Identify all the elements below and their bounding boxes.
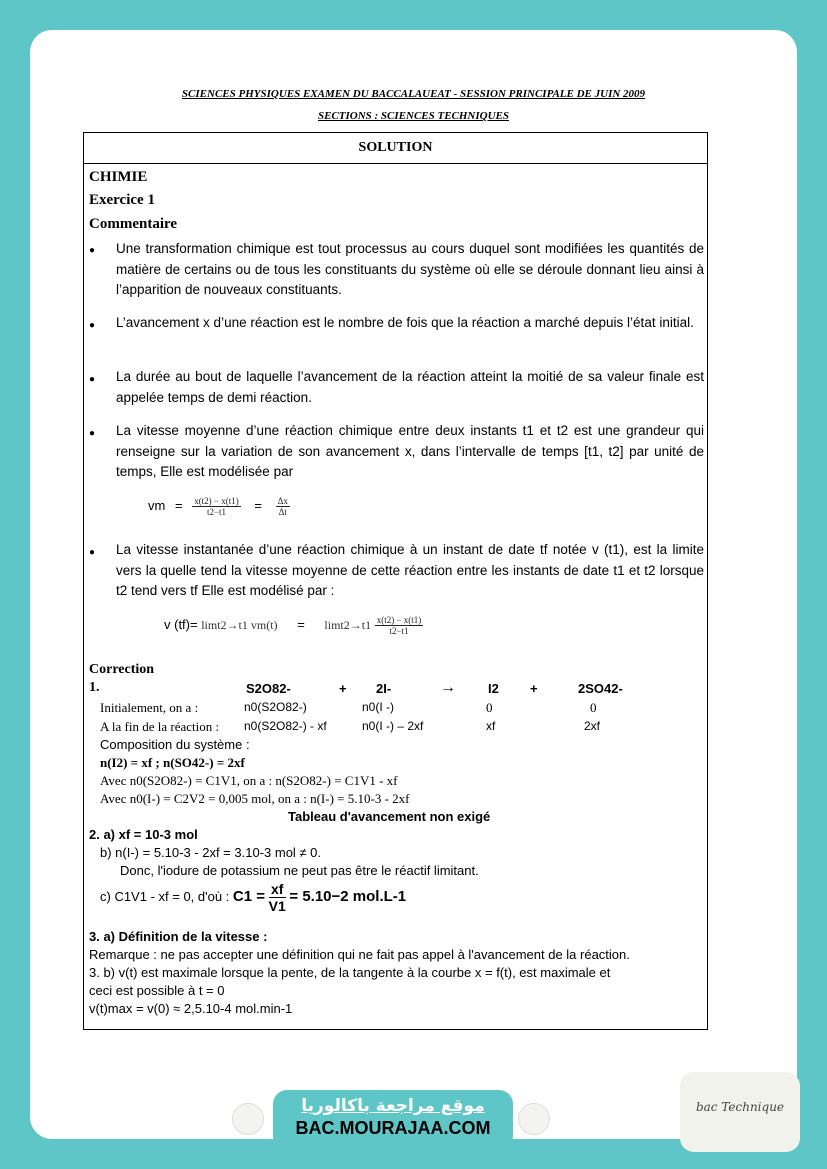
- bullet-dot: ●: [89, 245, 96, 256]
- exam-header: SCIENCES PHYSIQUES EXAMEN DU BACCALAUEAT - SESSION PRINCIPALE DE JUIN 2009: [181, 88, 646, 100]
- vm-den2: Δt: [278, 507, 287, 517]
- eq-arrow: →: [440, 679, 456, 696]
- q3b-line-3: v(t)max = v(0) ≈ 2,5.10-4 mol.min-1: [89, 1001, 293, 1016]
- composition-label: Composition du système :: [100, 737, 250, 752]
- q2c-den: V1: [268, 898, 286, 914]
- vm-num1: x(t2) − x(t1): [194, 496, 239, 506]
- footer-logo-left: [232, 1103, 264, 1135]
- bullet-3: La durée au bout de laquelle l’avancement de la réaction atteint la moitié de sa valeur finale est appelée temps de demi réaction.: [116, 369, 704, 405]
- bullet-dot: ●: [89, 374, 96, 385]
- fin-i: n0(I -) – 2xf: [362, 719, 424, 733]
- footer-banner[interactable]: [273, 1090, 513, 1150]
- init-label: Initialement, on a :: [100, 700, 199, 715]
- exercice-heading: Exercice 1: [89, 192, 155, 208]
- footer-logo-right: [518, 1103, 550, 1135]
- avec-line-1: Avec n0(S2O82-) = C1V1, on a : n(S2O82-) = C1V1 - xf: [100, 773, 398, 788]
- init-i: n0(I -): [362, 700, 395, 714]
- eq-plus2: +: [530, 681, 538, 696]
- eq-2i: 2I-: [376, 681, 392, 696]
- fin-i2: xf: [486, 719, 496, 733]
- init-i2: 0: [486, 700, 493, 715]
- vm-num2: Δx: [277, 496, 288, 506]
- bullet-4: La vitesse moyenne d’une réaction chimique entre deux instants t1 et t2 est une grandeur qui renseigne sur la variation de son avancement x, dans l’intervalle de temps [t1, t2] par unité de temps, Elle est modélisée par: [116, 423, 704, 479]
- q2b-conclusion: Donc, l'iodure de potassium ne peut pas être le réactif limitant.: [120, 863, 479, 878]
- bullet-2: L’avancement x d’une réaction est le nombre de fois que la réaction a marché depuis l’état initial.: [116, 315, 694, 330]
- n-i2-line: n(I2) = xf ; n(SO42-) = 2xf: [100, 755, 245, 770]
- q3a-line: 3. a) Définition de la vitesse :: [89, 929, 268, 944]
- v-lim2: limt2→t1: [324, 617, 372, 632]
- correction-heading: Correction: [89, 662, 155, 677]
- v-eq: =: [297, 616, 305, 632]
- commentaire-heading: Commentaire: [89, 216, 178, 232]
- eq-so4: 2SO42-: [578, 681, 623, 696]
- q2b-line: b) n(I-) = 5.10-3 - 2xf = 3.10-3 mol ≠ 0.: [100, 845, 322, 860]
- footer-site: BAC.MOURAJAA.COM: [295, 1118, 491, 1138]
- vm-lhs: vm: [148, 497, 166, 513]
- avec-line-2: Avec n0(I-) = C2V2 = 0,005 mol, on a : n(I-) = 5.10-3 - 2xf: [100, 791, 410, 806]
- init-so4: 0: [590, 700, 597, 715]
- formula-v: [164, 615, 423, 636]
- v-lim1: limt2→t1 vm(t): [201, 617, 278, 632]
- v-lhs: v (tf)=: [164, 616, 198, 632]
- v-den: t2−t1: [389, 626, 409, 636]
- fin-s2o8: n0(S2O82-) - xf: [244, 719, 327, 733]
- eq-plus1: +: [339, 681, 347, 696]
- q2c-line: [100, 881, 406, 914]
- vm-eq: =: [174, 497, 183, 513]
- bullet-dot: ●: [89, 547, 96, 558]
- footer-arabic: موقع مراجعة باكالوريا: [301, 1096, 485, 1116]
- q3b-line-2: ceci est possible à t = 0: [89, 983, 225, 998]
- vm-den1: t2−t1: [206, 507, 227, 517]
- badge-text: bac Technique: [695, 1100, 785, 1114]
- solution-box: [83, 132, 708, 1030]
- q2c-result: = 5.10−2 mol.L-1: [289, 887, 407, 905]
- vm-frac2: [276, 496, 290, 517]
- formula-vm: [148, 496, 290, 517]
- eq-s2o8: S2O82-: [246, 681, 291, 696]
- bullet-5: La vitesse instantanée d’une réaction chimique à un instant de date tf notée v (t1), est la limite vers la quelle tend la vitesse moyenne de cette réaction entre les instants de date t1 et t2 lorsque t2 tend vers tf Elle est modélisé par :: [116, 542, 704, 598]
- eq-i2: I2: [488, 681, 499, 696]
- fin-label: A la fin de la réaction :: [100, 719, 220, 734]
- section-header: SECTIONS : SCIENCES TECHNIQUES: [317, 110, 510, 122]
- q2a-line: 2. a) xf = 10-3 mol: [89, 827, 198, 842]
- init-s2o8: n0(S2O82-): [244, 700, 307, 714]
- tableau-note: Tableau d'avancement non exigé: [288, 809, 491, 824]
- q2c-c1: C1 =: [232, 887, 266, 905]
- bullet-dot: ●: [89, 320, 96, 331]
- q2c-frac: [269, 881, 286, 914]
- chimie-heading: CHIMIE: [89, 169, 148, 185]
- bullet-dot: ●: [89, 428, 96, 439]
- q2c-num: xf: [269, 881, 286, 898]
- fin-so4: 2xf: [584, 719, 601, 733]
- q3b-line-1: 3. b) v(t) est maximale lorsque la pente, de la tangente à la courbe x = f(t), est maximale et: [89, 965, 611, 980]
- q3-remark: Remarque : ne pas accepter une définition qui ne fait pas appel à l'avancement de la réaction.: [89, 947, 630, 962]
- vm-frac1: [192, 496, 241, 517]
- q2c-prefix: c) C1V1 - xf = 0, d'où :: [100, 888, 230, 904]
- vm-eq2: =: [254, 497, 262, 513]
- bac-technique-badge: [680, 1072, 800, 1152]
- q1-number: 1.: [89, 680, 100, 695]
- v-num: x(t2) − x(t1): [376, 615, 422, 625]
- bullet-1: Une transformation chimique est tout processus au cours duquel sont modifiées les quantités de matière de certains ou de tous les constituants du système où elle se déroule donnant lieu ainsi à l’apparition de nouveaux constituants.: [116, 241, 704, 297]
- v-frac: [375, 615, 424, 636]
- solution-title: SOLUTION: [84, 133, 707, 164]
